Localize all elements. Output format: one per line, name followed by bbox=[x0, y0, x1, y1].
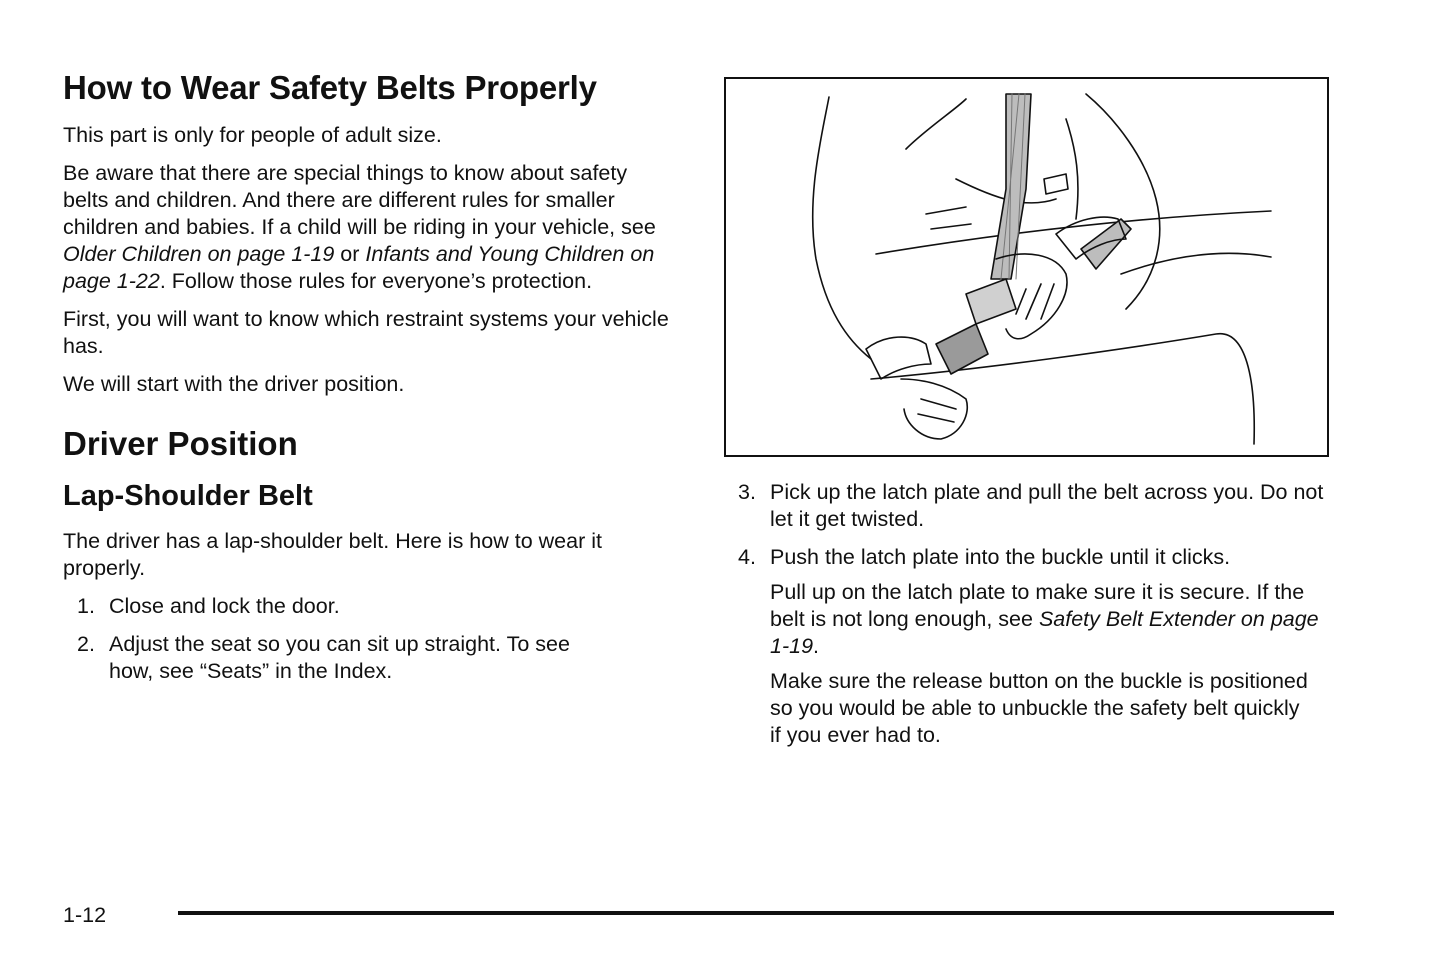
section-title: Driver Position bbox=[63, 424, 298, 462]
arm-outline bbox=[813, 97, 871, 359]
list-item bbox=[724, 479, 1334, 533]
right-fingers bbox=[1016, 284, 1054, 319]
belt-loop-lines bbox=[926, 207, 971, 229]
release-button-paragraph: Make sure the release button on the buckle is positioned so you would be able to unbuckle the safety belt quickly if you ever had to. bbox=[770, 669, 1308, 747]
subsection-title: Lap-Shoulder Belt bbox=[63, 480, 313, 513]
children-paragraph: Be aware that there are special things to know about safety belts and children. And there are different rules for smaller children and babies. If a child will be riding in your vehicle, see Older Children on page 1-19 or Infants and Young Children on page 1-22. Follow those rules for everyone’s protection. bbox=[63, 160, 656, 293]
left-column bbox=[63, 68, 683, 685]
list-item bbox=[63, 631, 573, 685]
thigh-line bbox=[1121, 253, 1271, 274]
right-column bbox=[724, 77, 1334, 749]
lap-belt-right bbox=[1081, 219, 1131, 269]
step-text: Pick up the latch plate and pull the belt across you. Do not let it get twisted. bbox=[770, 480, 1324, 531]
left-cuff bbox=[866, 337, 931, 379]
step-number: 3. bbox=[738, 480, 756, 504]
seatbelt-drawing bbox=[726, 79, 1326, 454]
driver-intro-paragraph: The driver has a lap-shoulder belt. Here is how to wear it properly. bbox=[63, 528, 602, 580]
step-text: Push the latch plate into the buckle until it clicks. bbox=[770, 545, 1231, 569]
step-number: 2. bbox=[77, 631, 95, 656]
restraint-paragraph: First, you will want to know which restraint systems your vehicle has. bbox=[63, 306, 669, 358]
pull-up-paragraph: Pull up on the latch plate to make sure it is secure. If the belt is not long enough, see Safety Belt Extender on page 1-19. bbox=[770, 580, 1319, 658]
shirt-fold bbox=[1066, 119, 1078, 219]
intro-paragraph: This part is only for people of adult size. bbox=[63, 122, 442, 147]
page-title: How to Wear Safety Belts Properly bbox=[63, 69, 597, 106]
seatbelt-illustration bbox=[724, 77, 1329, 457]
buckle bbox=[936, 324, 988, 374]
step-text: Close and lock the door. bbox=[109, 593, 340, 618]
infants-reference: Infants and Young Children on page 1-22 bbox=[63, 241, 655, 293]
shoulder-line bbox=[906, 99, 966, 149]
left-hand bbox=[901, 379, 967, 439]
latch-plate bbox=[966, 279, 1016, 324]
step-number: 1. bbox=[77, 593, 95, 618]
list-item bbox=[63, 593, 683, 620]
list-item bbox=[724, 544, 1334, 571]
extender-reference: Safety Belt Extender on page 1-19 bbox=[770, 607, 1319, 658]
belt-clip bbox=[1044, 174, 1068, 194]
lap-top bbox=[876, 211, 1271, 254]
footer-rule bbox=[178, 911, 1334, 915]
left-knuckles bbox=[918, 399, 956, 422]
page-number: 1-12 bbox=[63, 903, 107, 927]
leg-outline bbox=[871, 334, 1254, 444]
torso-right bbox=[1086, 94, 1160, 309]
step-text: Adjust the seat so you can sit up straight. To see how, see “Seats” in the Index. bbox=[109, 631, 570, 683]
step-number: 4. bbox=[738, 545, 756, 569]
older-children-reference: Older Children on page 1-19 bbox=[63, 241, 335, 266]
driver-start-paragraph: We will start with the driver position. bbox=[63, 371, 405, 396]
